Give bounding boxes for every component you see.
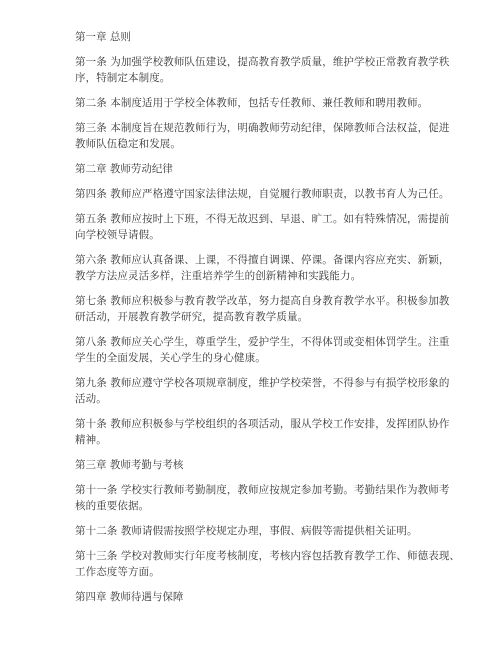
article-paragraph — [75, 186, 450, 202]
text-line: 第七条 教师应积极参与教育教学改革，努力提高自身教育教学水平。积极参加教 — [75, 295, 450, 307]
article-paragraph — [75, 293, 450, 325]
text-line: 第十三条 学校对教师实行年度考核制度，考核内容包括教育教学工作、师德表现、 — [75, 550, 461, 562]
text-line: 第二条 本制度适用于学校全体教师，包括专任教师、兼任教师和聘用教师。 — [75, 97, 429, 109]
text-line: 第五条 教师应按时上下班，不得无故迟到、早退、旷工。如有特殊情况，需提前 — [75, 213, 450, 225]
text-line: 第四章 教师待遇与保障 — [75, 591, 184, 603]
text-line: 核的重要依据。 — [75, 500, 150, 512]
text-line: 活动。 — [75, 393, 107, 405]
text-line: 第三章 教师考勤与考核 — [75, 459, 184, 471]
article-paragraph — [75, 482, 450, 514]
text-line: 第十二条 教师请假需按照学校规定办理，事假、病假等需提供相关证明。 — [75, 525, 418, 537]
chapter-heading — [75, 29, 445, 45]
text-line: 学生的全面发展，关心学生的身心健康。 — [75, 352, 266, 364]
text-line: 第二章 教师劳动纪律 — [75, 163, 173, 175]
article-paragraph — [75, 252, 450, 284]
text-line: 精神。 — [75, 434, 107, 446]
text-line: 教学方法应灵活多样，注重培养学生的创新精神和实践能力。 — [75, 270, 362, 282]
text-line: 第一条 为加强学校教师队伍建设，提高教育教学质量，维护学校正常教育教学秩 — [75, 56, 450, 68]
article-paragraph — [75, 416, 450, 448]
text-line: 第十一条 学校实行教师考勤制度，教师应按规定参加考勤。考勤结果作为教师考 — [75, 484, 450, 496]
article-paragraph — [75, 334, 450, 366]
text-line: 第四条 教师应严格遵守国家法律法规，自觉履行教师职责，以教书育人为己任。 — [75, 188, 450, 200]
text-line: 第三条 本制度旨在规范教师行为，明确教师劳动纪律，保障教师合法权益，促进 — [75, 122, 450, 134]
document-body — [75, 29, 461, 614]
chapter-heading — [75, 457, 445, 473]
text-line: 序，特制定本制度。 — [75, 72, 171, 84]
article-paragraph — [75, 95, 445, 111]
article-paragraph — [75, 211, 450, 243]
text-line: 向学校领导请假。 — [75, 229, 160, 241]
text-line: 工作态度等方面。 — [75, 566, 160, 578]
text-line: 教师队伍稳定和发展。 — [75, 138, 181, 150]
article-paragraph — [75, 54, 450, 86]
text-line: 第八条 教师应关心学生，尊重学生，爱护学生，不得体罚或变相体罚学生。注重 — [75, 336, 450, 348]
chapter-heading — [75, 589, 445, 605]
text-line: 第九条 教师应遵守学校各项规章制度，维护学校荣誉，不得参与有损学校形象的 — [75, 377, 450, 389]
chapter-heading — [75, 161, 445, 177]
article-paragraph — [75, 375, 450, 407]
article-paragraph — [75, 548, 461, 580]
article-paragraph — [75, 523, 445, 539]
text-line: 第六条 教师应认真备课、上课，不得擅自调课、停课。备课内容应充实、新颖， — [75, 254, 450, 266]
text-line: 第十条 教师应积极参与学校组织的各项活动，服从学校工作安排，发挥团队协作 — [75, 418, 450, 430]
text-line: 第一章 总则 — [75, 31, 131, 43]
text-line: 研活动，开展教育教学研究，提高教育教学质量。 — [75, 311, 309, 323]
article-paragraph — [75, 120, 450, 152]
